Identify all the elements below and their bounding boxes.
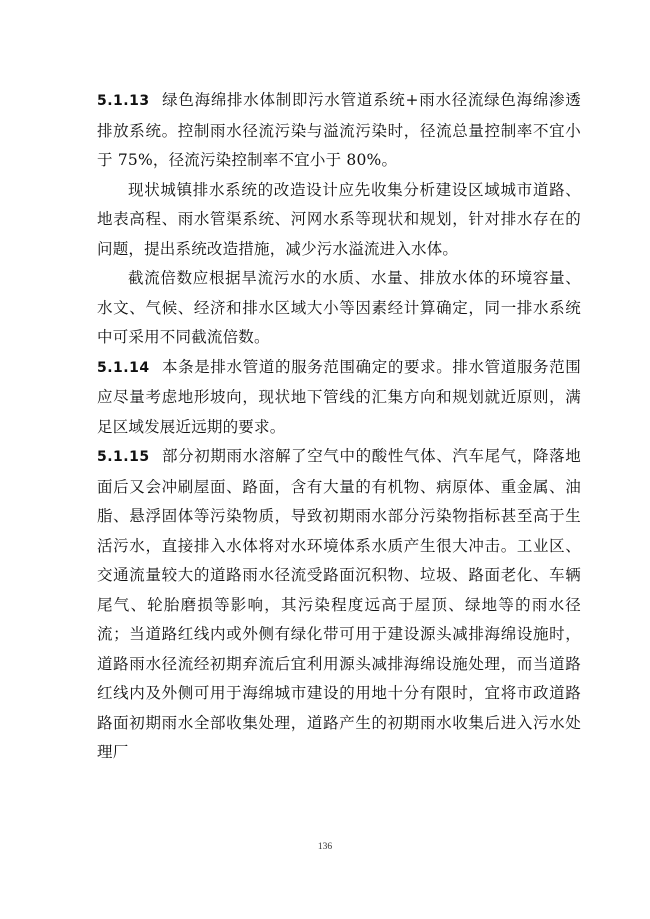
clause-number: 5.1.13 bbox=[97, 93, 150, 109]
clause-number: 5.1.15 bbox=[97, 449, 150, 465]
clause-5-1-15-para-1 bbox=[97, 442, 581, 768]
paragraph-text: 本条是排水管道的服务范围确定的要求。排水管道服务范围应尽量考虑地形坡向，现状地下管线的汇集方向和规划就近原则，满足区域发展近远期的要求。 bbox=[97, 357, 581, 436]
clause-5-1-14-para-1 bbox=[97, 353, 581, 443]
clause-number: 5.1.14 bbox=[97, 359, 150, 376]
paragraph-text: 现状城镇排水系统的改造设计应先收集分析建设区域城市道路、地表高程、雨水管渠系统、河网水系等现状和规划，针对排水存在的问题，提出系统改造措施，减少污水溢流进入水体。 bbox=[97, 180, 581, 258]
paragraph-text: 绿色海绵排水体制即污水管道系统+雨水径流绿色海绵渗透排放系统。控制雨水径流污染与溢流污染时，径流总量控制率不宜小于 75%，径流污染控制率不宜小于 80%。 bbox=[97, 91, 581, 169]
paragraph-text: 截流倍数应根据旱流污水的水质、水量、排放水体的环境容量、水文、气候、经济和排水区域大小等因素经计算确定，同一排水系统中可采用不同截流倍数。 bbox=[97, 269, 581, 346]
clause-5-1-13-para-2 bbox=[97, 176, 581, 265]
page-number: 136 bbox=[317, 842, 333, 852]
paragraph-text: 部分初期雨水溶解了空气中的酸性气体、汽车尾气，降落地面后又会冲刷屋面、路面，含有大量的有机物、病原体、重金属、油脂、悬浮固体等污染物质，导致初期雨水部分污染物指标甚至高于生活污水，直接排入水体将对水环境体系水质产生很大冲击。工业区、交通流量较大的道路雨水径流受路面沉积物、垃圾、路面老化、车辆尾气、轮胎磨损等影响，其污染程度远高于屋顶、绿地等的雨水径流；当道路红线内或外侧有绿化带可用于建设源头减排海绵设施时，道路雨水径流经初期弃流后宜利用源头减排海绵设施处理，而当道路红线内及外侧可用于海绵城市建设的用地十分有限时，宜将市政道路路面初期雨水全部收集处理，道路产生的初期雨水收集后进入污水处理厂 bbox=[97, 447, 581, 761]
clause-5-1-13-para-3 bbox=[97, 264, 581, 353]
page-body bbox=[97, 86, 581, 768]
clause-5-1-13-para-1 bbox=[97, 86, 581, 176]
